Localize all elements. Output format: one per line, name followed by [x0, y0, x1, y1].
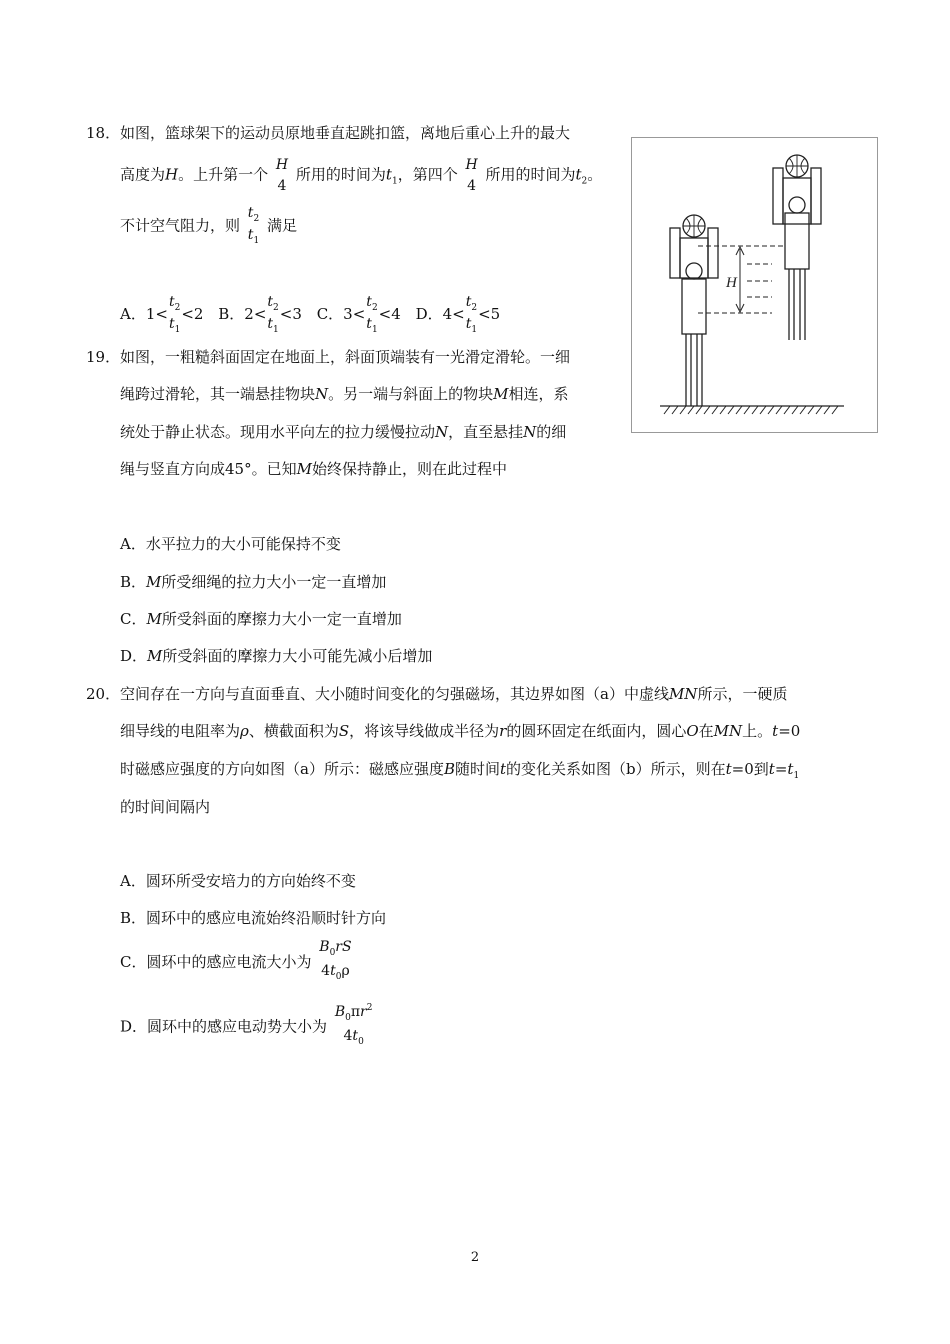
q19-line1: 如图，一粗糙斜面固定在地面上，斜面顶端装有一光滑定滑轮。一细 [120, 348, 571, 366]
q18-line3: 不计空气阻力，则 $t_2$ $t_1$ 满足 [120, 205, 297, 247]
q19-line2: 绳跨过滑轮，其一端悬挂物块N。另一端与斜面上的物块M相连，系 [120, 385, 569, 403]
fraction-b0rs-over-4t0rho: $B_0rS$ $4t_0\rho$ [319, 939, 352, 983]
q20-option-b[interactable]: B．圆环中的感应电流始终沿顺时针方向 [120, 909, 387, 927]
q18-line1: 如图，篮球架下的运动员原地垂直起跳扣篮，离地后重心上升的最大 [120, 124, 571, 142]
fraction-h-over-4: H 4 [275, 157, 289, 194]
q20-option-d[interactable]: D．圆环中的感应电动势大小为 $B_0\pi r^2$ $4t_0$ [120, 1003, 373, 1048]
q18-option-a[interactable]: A．1< $t_2$ $t_1$ <2 [120, 294, 204, 336]
q19-option-b[interactable]: B．M所受细绳的拉力大小一定一直增加 [120, 573, 387, 591]
fraction-t2-over-t1: $t_2$ $t_1$ [247, 205, 260, 247]
q18-option-c[interactable]: C．3< $t_2$ $t_1$ <4 [316, 294, 401, 336]
fraction-b0pir2-over-4t0: $B_0\pi r^2$ $4t_0$ [334, 1003, 373, 1048]
q19-number: 19． [86, 348, 121, 366]
q19-line4: 绳与竖直方向成45°。已知M始终保持静止，则在此过程中 [120, 460, 507, 478]
q18-option-b[interactable]: B．2< $t_2$ $t_1$ <3 [218, 294, 302, 336]
q19-option-a[interactable]: A．水平拉力的大小可能保持不变 [120, 535, 341, 553]
basketball-jump-figure [631, 137, 878, 433]
jump-diagram [632, 138, 877, 432]
page-number: 2 [470, 1250, 480, 1265]
q18-line2: 高度为H。上升第一个 H 4 所用的时间为$t_1$，第四个 H 4 所用的时间为$t_2$。 [120, 157, 603, 194]
q19-option-d[interactable]: D．M所受斜面的摩擦力大小可能先减小后增加 [120, 647, 433, 665]
q19-option-c[interactable]: C．M所受斜面的摩擦力大小一定一直增加 [120, 610, 402, 628]
q20-option-c[interactable]: C．圆环中的感应电流大小为 $B_0rS$ $4t_0\rho$ [120, 939, 352, 983]
fraction-h-over-4-second: H 4 [465, 157, 478, 194]
q20-option-a[interactable]: A．圆环所受安培力的方向始终不变 [120, 872, 356, 890]
q18-number: 18． [86, 124, 121, 142]
q20-line3: 时磁感应强度的方向如图（a）所示：磁感应强度B随时间t的变化关系如图（b）所示，则在t=0到$t=t_1$ [120, 760, 800, 781]
q19-line3: 统处于静止状态。现用水平向左的拉力缓慢拉动N，直至悬挂N的细 [120, 423, 567, 441]
q18-option-d[interactable]: D．4< $t_2$ $t_1$ <5 [415, 294, 501, 336]
q18-options [120, 295, 500, 336]
q20-line2: 细导线的电阻率为ρ、横截面积为S，将该导线做成半径为r的圆环固定在纸面内，圆心O在MN上。t=0 [120, 722, 801, 740]
q20-number: 20． [86, 685, 121, 703]
figure-label-h: H [726, 275, 737, 291]
q20-line4: 的时间间隔内 [120, 798, 211, 816]
q20-line1: 空间存在一方向与直面垂直、大小随时间变化的匀强磁场，其边界如图（a）中虚线MN所示，一硬质 [120, 685, 788, 703]
